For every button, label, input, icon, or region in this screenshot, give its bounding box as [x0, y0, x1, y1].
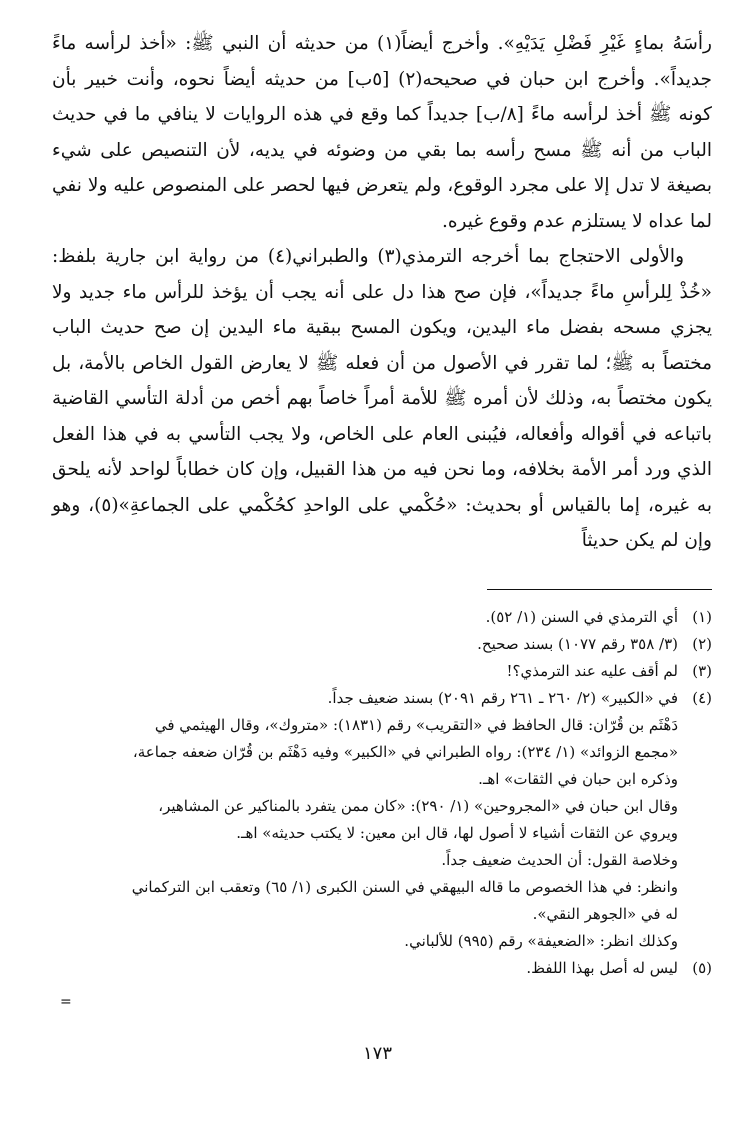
- footnote-4-line: وقال ابن حبان في «المجروحين» (١/ ٢٩٠): «كان ممن يتفرد بالمناكير عن المشاهير،: [158, 796, 678, 815]
- footnote-4-line: دَهْثَم بن قُرّان: قال الحافظ في «التقريب» رقم (١٨٣١): «متروك»، وقال الهيثمي في: [154, 715, 678, 734]
- footnote-4-line: وذكره ابن حبان في الثقات» اهـ.: [478, 769, 678, 788]
- footnote-2: [52, 631, 712, 658]
- footnote-number: (٤): [692, 688, 712, 707]
- footnote-4-line: وخلاصة القول: أن الحديث ضعيف جداً.: [441, 850, 678, 869]
- text-line: التنصيص على شيء بصيغة لا تدل إلا على مجرد الوقوع، ولم يتعرض فيها لحصر: [52, 139, 712, 196]
- footnote-4: [52, 685, 712, 712]
- footnote-number: (١): [692, 607, 712, 626]
- text-line: خاصاً بهم أخص من أدلة التأسي القاضية باتباعه في أقواله وأفعاله، فيُبنى العام: [52, 388, 712, 445]
- margin-mark: =: [60, 994, 72, 1010]
- text-line: بحديث: «حُكْمي على الواحدِ كحُكْمي على الجماعةِ»(٥)، وهو وإن لم يكن حديثاً: [52, 494, 712, 551]
- text-line: نحن فيه من هذا القبيل، وإن كان خطاباً لواحد لأنه يلحق به غيره، إما بالقياس أو: [52, 459, 712, 516]
- footnote-text: لم أقف عليه عند الترمذي؟!: [506, 661, 678, 680]
- footnote-number: (٥): [692, 958, 712, 977]
- text-line: ماء جديد ولا يجزي مسحه بفضل ماء اليدين، ويكون المسح ببقية ماء اليدين إن: [52, 281, 712, 338]
- footnote-4-line: وكذلك انظر: «الضعيفة» رقم (٩٩٥) للألباني.: [404, 931, 678, 950]
- footnote-4-line: «مجمع الزوائد» (١/ ٢٣٤): رواه الطبراني في «الكبير» وفيه دَهْثَم بن قُرّان ضعفه جماعة،: [132, 742, 678, 761]
- text-line: ماءً جديداً». وأخرج ابن حبان في صحيحه(٢) [٥ب] من حديثه أيضاً نحوه، وأنت: [52, 33, 712, 90]
- main-text: [52, 26, 712, 559]
- text-line: والأولى الاحتجاج بما أخرجه الترمذي(٣) والطبراني(٤) من رواية ابن جارية: [105, 246, 684, 267]
- footnotes: [52, 604, 712, 982]
- text-line: بلفظ: «خُذْ لِلرأسِ ماءً جديداً»، فإن صح هذا دل على أنه يجب أن يؤخذ للرأس: [52, 246, 712, 303]
- text-line: رأسَهُ بماءٍ غَيْرِ فَضْلِ يَدَيْهِ». وأخرج أيضاً(١) من حديثه أن النبي ﷺ: «أخذ لرأسه: [84, 33, 712, 54]
- text-line: صح حديث الباب مختصاً به ﷺ؛ لما تقرر في الأصول من أن فعله ﷺ لا: [52, 317, 712, 374]
- footnote-4-line: ويروي عن الثقات أشياء لا أصول لها، قال ابن معين: لا يكتب حديثه» اهـ.: [236, 823, 678, 842]
- footnote-4-line: وانظر: في هذا الخصوص ما قاله البيهقي في السنن الكبرى (١/ ٦٥) وتعقب ابن التركماني: [131, 877, 678, 896]
- text-line: على الخاص، ولا يجب التأسي به في هذا الفعل الذي ورد أمر الأمة بخلافه، وما: [52, 423, 712, 480]
- footnote-text: في «الكبير» (٢/ ٢٦٠ ـ ٢٦١ رقم ٢٠٩١) بسند ضعيف جداً.: [327, 688, 678, 707]
- page-body: [52, 26, 712, 982]
- footnote-1: [52, 604, 712, 631]
- footnote-3: [52, 658, 712, 685]
- footnote-number: (٢): [692, 634, 712, 653]
- paragraph-2: [52, 239, 712, 559]
- footnote-4-line: له في «الجوهر النقي».: [532, 904, 678, 923]
- text-line: يعارض القول الخاص بالأمة، بل يكون مختصاً به، وذلك لأن أمره ﷺ للأمة أمراً: [52, 352, 712, 409]
- text-line: ينافي ما في حديث الباب من أنه ﷺ مسح رأسه بما بقي من وضوئه في يديه، لأن: [52, 104, 712, 161]
- footnote-text: (٣/ ٣٥٨ رقم ١٠٧٧) بسند صحيح.: [477, 634, 678, 653]
- text-line: على المنصوص عليه ولا نفي لما عداه لا يستلزم عدم وقوع غيره.: [52, 175, 712, 232]
- page-number: ١٧٣: [362, 1043, 392, 1064]
- text-line: خبير بأن كونه ﷺ أخذ لرأسه ماءً [٨/ب] جديداً كما وقع في هذه الروايات لا: [52, 68, 712, 125]
- footnote-number: (٣): [692, 661, 712, 680]
- footnote-5: [52, 955, 712, 982]
- footnote-text: ليس له أصل بهذا اللفظ.: [526, 958, 678, 977]
- paragraph-1: [52, 26, 712, 239]
- footnote-divider: [487, 589, 712, 590]
- footnote-text: أي الترمذي في السنن (١/ ٥٢).: [485, 607, 678, 626]
